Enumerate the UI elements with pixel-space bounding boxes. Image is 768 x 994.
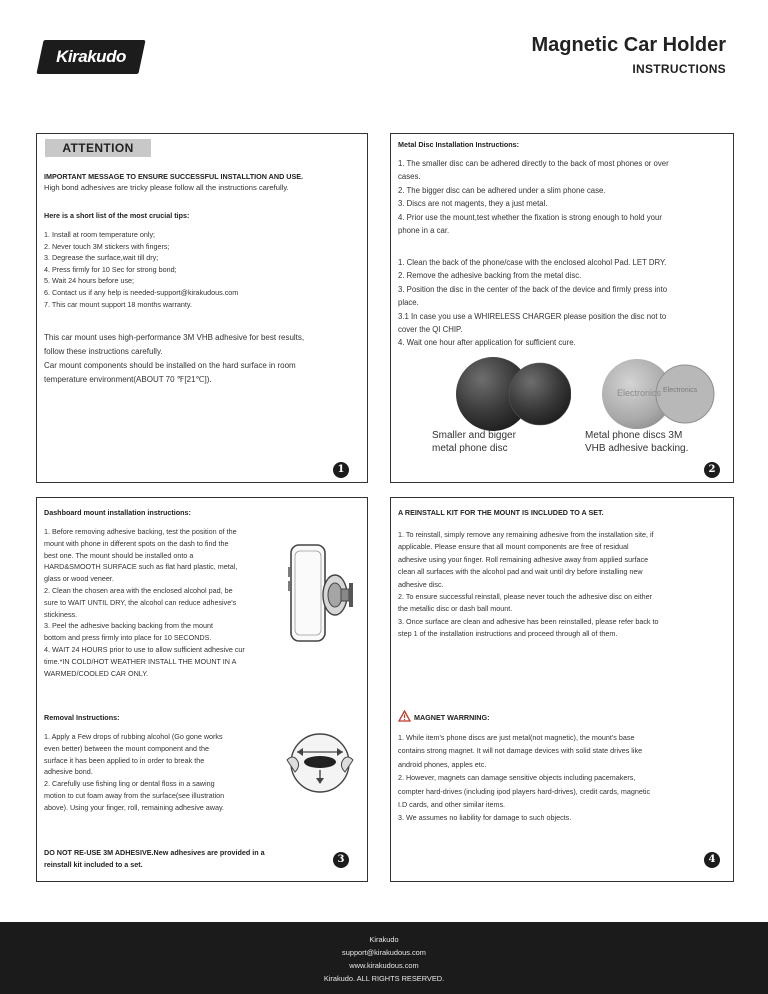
important-heading: IMPORTANT MESSAGE TO ENSURE SUCCESSFUL INSTALLTION AND USE.: [44, 172, 304, 181]
dashboard-steps: [44, 526, 245, 679]
brand-logo-text: Kirakudo: [56, 47, 126, 66]
paragraph-line: follow these instructions carefully.: [44, 347, 163, 356]
tip-item: 6. Contact us if any help is needed-support@kirakudous.com: [44, 287, 239, 297]
dashboard-step-line: HARD&SMOOTH SURFACE such as flat hard plastic, metal,: [44, 562, 238, 572]
backing-brand-text: Electronics: [617, 388, 662, 398]
reinstall-step-line: adhesive disc.: [398, 579, 444, 589]
tips-heading: Here is a short list of the most crucial tips:: [44, 211, 190, 220]
phone-outline-icon: [291, 545, 325, 641]
attention-badge: ATTENTION: [45, 139, 151, 157]
brand-logo: [36, 40, 145, 74]
disc-info-line: 2. The bigger disc can be adhered under a slim phone case.: [398, 185, 606, 195]
tip-item: 3. Degrease the surface,wait till dry;: [44, 253, 159, 263]
smaller-disc-shape: [509, 363, 571, 425]
disc-caption-left: [432, 430, 516, 455]
removal-step-line: above). Using your finger, roll, remaining adhesive away.: [44, 802, 225, 812]
disc-info-list: [398, 157, 669, 237]
magnet-warning-line: 3. We assumes no liability for damage to such objects.: [398, 813, 572, 823]
reinstall-steps: [398, 529, 659, 641]
magnet-warning-line: compter hard-drives (including ipod players hard-drives), credit cards, magnetic: [398, 786, 651, 796]
reinstall-step-line: 3. Once surface are clean and adhesive has been reinstalled, please refer back to: [398, 616, 659, 626]
reinstall-step-line: 1. To reinstall, simply remove any remaining adhesive from the installation site, if: [398, 530, 654, 539]
tip-item: 5. Wait 24 hours before use;: [44, 276, 135, 286]
dashboard-heading: Dashboard mount installation instructions:: [44, 508, 191, 517]
disc-info-line: 1. The smaller disc can be adhered directly to the back of most phones or over: [398, 159, 669, 168]
step-number-badge: 1: [333, 462, 349, 478]
disc-install-line: 2. Remove the adhesive backing from the metal disc.: [398, 271, 582, 281]
removal-step-line: motion to cut foam away from the surface(see illustration: [44, 790, 225, 800]
reinstall-step-line: applicable. Please ensure that all mount components are free of residual: [398, 542, 629, 552]
dashboard-step-line: time.*IN COLD/HOT WEATHER INSTALL THE MOUNT IN A: [44, 656, 237, 666]
dashboard-step-line: 2. Clean the chosen area with the enclosed alcohol pad, be: [44, 585, 233, 595]
footer-copyright: Kirakudo. ALL RIGHTS RESERVED.: [323, 974, 445, 983]
caption-line: VHB adhesive backing.: [585, 442, 689, 454]
tip-item: 1. Install at room temperature only;: [44, 230, 156, 239]
caption-line: metal phone disc: [432, 442, 508, 454]
important-intro: High bond adhesives are tricky please follow all the instructions carefully.: [44, 183, 289, 192]
disc-install-line: 4. Wait one hour after application for sufficient cure.: [398, 338, 576, 348]
metal-discs-illustration: [455, 356, 571, 432]
disc-install-line: 3. Position the disc in the center of the back of the device and firmly press into: [398, 284, 668, 294]
mount-base-icon: [304, 756, 336, 768]
backing-disc-small: [656, 365, 714, 423]
dashboard-step-line: sure to WAIT UNTIL DRY, the alcohol can reduce adhesive's: [44, 597, 237, 607]
caption-line: Metal phone discs 3M: [585, 430, 683, 441]
dashboard-step-line: 4. WAIT 24 HOURS prior to use to allow sufficient adhesive cur: [44, 644, 245, 654]
magnet-warning-line: 1. While item's phone discs are just metal(not magnetic), the mount's base: [398, 733, 635, 742]
tip-item: 7. This car mount support 18 months warranty.: [44, 299, 192, 309]
dashboard-step-line: WARMED/COOLED CAR ONLY.: [44, 668, 149, 678]
paragraph-line: temperature environment(ABOUT 70 ℉[21℃]).: [44, 375, 212, 384]
magnet-warning-line: contains strong magnet. It will not damage devices with solid state drives like: [398, 746, 643, 756]
reinstall-step-line: clean all surfaces with the alcohol pad and wait until dry before installing new: [398, 567, 643, 577]
disc-install-line: place.: [398, 298, 419, 308]
disc-install-line: 1. Clean the back of the phone/case with the enclosed alcohol Pad. LET DRY.: [398, 258, 667, 267]
footer-website: www.kirakudous.com: [349, 961, 419, 970]
floss-removal-illustration: [283, 732, 357, 794]
footer-email: support@kirakudous.com: [342, 948, 426, 957]
dashboard-step-line: stickiness.: [44, 609, 78, 619]
page-title: Magnetic Car Holder: [531, 34, 726, 56]
reuse-warning: [44, 847, 265, 871]
dashboard-step-line: glass or wood veneer.: [44, 574, 114, 584]
dashboard-step-line: 3. Peel the adhesive backing backing from the mount: [44, 621, 214, 631]
paragraph-line: This car mount uses high-performance 3M VHB adhesive for best results,: [44, 333, 305, 342]
disc-install-list: [398, 256, 667, 350]
magnet-warning-line: I.D cards, and other similar items.: [398, 800, 506, 810]
tip-item: 2. Never touch 3M stickers with fingers;: [44, 241, 170, 251]
metal-disc-heading: Metal Disc Installation Instructions:: [398, 140, 520, 149]
warning-icon: [398, 710, 411, 722]
dashboard-step-line: 1. Before removing adhesive backing, test the position of the: [44, 527, 237, 536]
disc-caption-right: [585, 430, 688, 455]
adhesive-backing-illustration: [601, 356, 717, 432]
disc-info-line: 3. Discs are not magents, they a just metal.: [398, 199, 548, 209]
removal-step-line: 2. Carefully use fishing ling or dental floss in a sawing: [44, 779, 215, 789]
magnet-warning-list: [398, 731, 650, 825]
dashboard-step-line: bottom and press firmly into place for 10 SECONDS.: [44, 633, 212, 643]
reinstall-step-line: adhesive using your finger. Roll remaining adhesive away from applied surface: [398, 554, 649, 564]
phone-mount-illustration: [285, 543, 359, 645]
step-number-badge: 4: [704, 852, 720, 868]
adhesive-paragraph: [44, 331, 304, 387]
attention-panel: [36, 133, 368, 483]
reinstall-step-line: 2. To ensure successful reinstall, please never touch the adhesive disc on either: [398, 592, 652, 602]
caption-line: Smaller and bigger: [432, 430, 516, 441]
dashboard-step-line: best one. The mount should be installed onto a: [44, 550, 194, 560]
metal-disc-panel: [390, 133, 734, 483]
magnet-warning-line: 2. However, magnets can damage sensitive objects including pacemakers,: [398, 773, 636, 783]
removal-steps: [44, 731, 224, 814]
footer-brand: Kirakudo: [369, 935, 399, 944]
reinstall-heading: A REINSTALL KIT FOR THE MOUNT IS INCLUDED TO A SET.: [398, 508, 604, 517]
disc-info-line: phone in a car.: [398, 226, 450, 236]
removal-step-line: adhesive bond.: [44, 767, 93, 777]
disc-install-line: cover the QI CHIP.: [398, 325, 463, 335]
disc-install-line: 3.1 In case you use a WHIRELESS CHARGER please position the disc not to: [398, 311, 667, 321]
dashboard-mount-panel: [36, 497, 368, 882]
warning-line: reinstall kit included to a set.: [44, 860, 143, 869]
magnet-warning-heading: MAGNET WARRNING:: [414, 713, 490, 722]
removal-step-line: surface it has been applied to in order to break the: [44, 755, 205, 765]
disc-info-line: cases.: [398, 172, 421, 182]
removal-step-line: even better) between the mount component and the: [44, 743, 210, 753]
magnet-warning-line: android phones, apples etc.: [398, 759, 487, 769]
step-number-badge: 2: [704, 462, 720, 478]
reinstall-step-line: the metallic disc or dash ball mount.: [398, 604, 513, 614]
paragraph-line: Car mount components should be installed on the hard surface in room: [44, 361, 296, 370]
dashboard-step-line: mount with phone in different spots on the dash to find the: [44, 538, 229, 548]
reinstall-step-line: step 1 of the installation instructions and proceed through all of them.: [398, 629, 618, 639]
disc-info-line: 4. Prior use the mount,test whether the fixation is strong enough to hold your: [398, 212, 662, 222]
reinstall-panel: [390, 497, 734, 882]
backing-brand-text: Electronics: [663, 387, 698, 394]
step-number-badge: 3: [333, 852, 349, 868]
page-subtitle: INSTRUCTIONS: [632, 62, 726, 76]
warning-line: DO NOT RE-USE 3M ADHESIVE.New adhesives are provided in a: [44, 848, 265, 857]
removal-heading: Removal Instructions:: [44, 713, 120, 722]
tip-item: 4. Press firmly for 10 Sec for strong bond;: [44, 264, 177, 274]
tips-list: [44, 229, 238, 310]
footer: [0, 922, 768, 994]
removal-step-line: 1. Apply a Few drops of rubbing alcohol (Go gone works: [44, 732, 223, 741]
